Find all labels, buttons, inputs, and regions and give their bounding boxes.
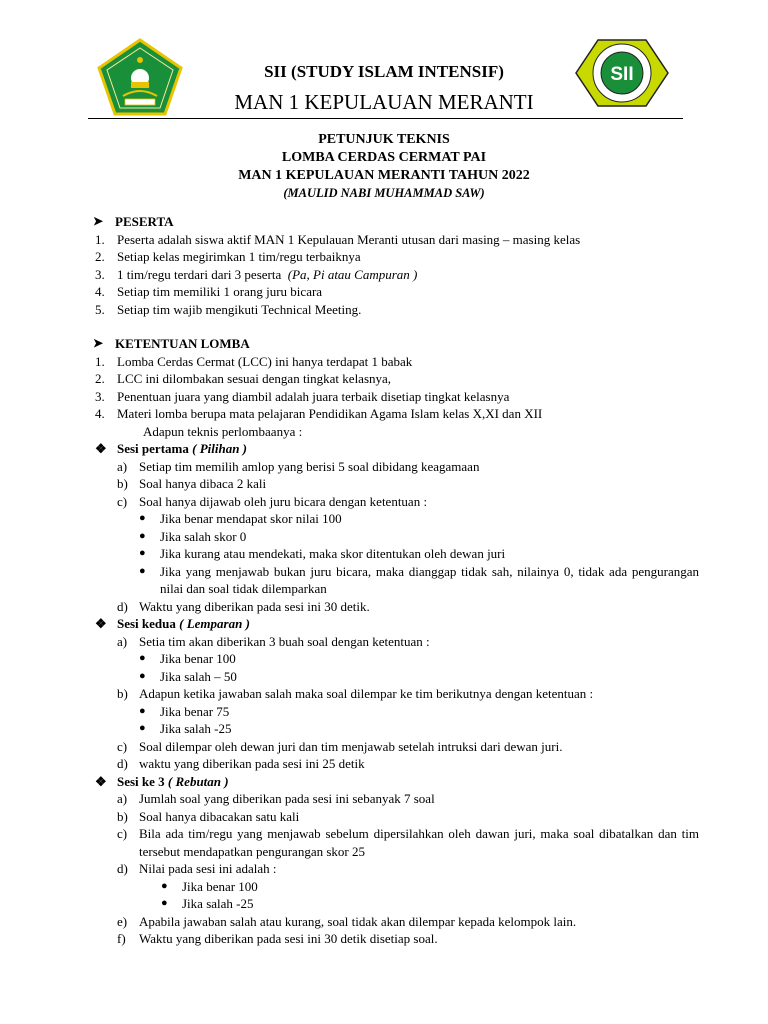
list-item: c) Bila ada tim/regu yang menjawab sebelum dipersilahkan oleh dawan juri, maka soal dibatalkan dan tim tersebut mendapatkan pengurangan skor 25 — [117, 826, 699, 859]
list-item: d) Waktu yang diberikan pada sesi ini 30 detik. — [117, 598, 370, 614]
bullet-item: ● Jika yang menjawab bukan juru bicara, maka dianggap tidak sah, nilainya 0, tidak ada pengurangan nilai dan soal tidak dilemparkan — [139, 563, 699, 596]
list-item: b) Soal hanya dibacakan satu kali — [117, 808, 300, 824]
title-line-3: MAN 1 KEPULAUAN MERANTI TAHUN 2022 — [238, 168, 530, 183]
diamond-bullet-icon: ❖ — [95, 616, 107, 631]
dot-bullet-icon: ● — [161, 879, 168, 892]
document-body — [95, 213, 699, 948]
list-item: a) Setiap tim memilih amlop yang berisi 5 soal dibidang keagamaan — [117, 458, 480, 474]
title-line-4: (MAULID NABI MUHAMMAD SAW) — [283, 186, 485, 200]
dot-bullet-icon: ● — [139, 669, 146, 682]
diamond-bullet-icon: ❖ — [95, 441, 107, 456]
list-item: a) Jumlah soal yang diberikan pada sesi ini sebanyak 7 soal — [117, 791, 435, 806]
list-item: a) Setia tim akan diberikan 3 buah soal dengan ketentuan : — [117, 633, 430, 649]
bullet-item: ● Jika benar 75 — [139, 703, 230, 719]
dot-bullet-icon: ● — [139, 652, 146, 664]
dot-bullet-icon: ● — [139, 547, 146, 559]
bullet-item: ● Jika salah skor 0 — [139, 528, 247, 544]
org-title: SII (STUDY ISLAM INTENSIF) — [264, 62, 504, 81]
list-item: 1. Peserta adalah siswa aktif MAN 1 Kepulauan Meranti utusan dari masing – masing kelas — [95, 231, 581, 247]
arrow-bullet-icon: ➤ — [93, 214, 104, 228]
header-divider — [88, 118, 683, 119]
arrow-bullet-icon: ➤ — [93, 336, 104, 350]
list-item: d) Nilai pada sesi ini adalah : — [117, 861, 277, 876]
title-line-2: LOMBA CERDAS CERMAT PAI — [281, 150, 487, 165]
sesi-2-heading: ❖ Sesi kedua ( Lemparan ) — [95, 616, 250, 631]
dot-bullet-icon: ● — [139, 529, 146, 542]
document-title-block — [0, 131, 768, 201]
title-line-1: PETUNJUK TEKNIS — [318, 132, 450, 147]
bullet-item: ● Jika benar mendapat skor nilai 100 — [139, 511, 342, 526]
school-title: MAN 1 KEPULAUAN MERANTI — [234, 90, 534, 114]
bullet-item: ● Jika salah -25 — [139, 721, 232, 736]
intro-text: Adapun teknis perlombaanya : — [143, 423, 303, 439]
list-item: f) Waktu yang diberikan pada sesi ini 30 detik disetiap soal. — [117, 931, 438, 946]
list-item: 3. Penentuan juara yang diambil adalah juara terbaik disetiap tingkat kelasnya — [95, 388, 510, 404]
sesi-3-heading: ❖ Sesi ke 3 ( Rebutan ) — [95, 773, 229, 789]
diamond-bullet-icon: ❖ — [95, 773, 107, 789]
bullet-item: ● Jika kurang atau mendekati, maka skor ditentukan oleh dewan juri — [139, 546, 506, 561]
list-item: b) Soal hanya dibaca 2 kali — [117, 476, 267, 491]
list-item: 1. Lomba Cerdas Cermat (LCC) ini hanya terdapat 1 babak — [95, 353, 413, 369]
bullet-item: ● Jika salah – 50 — [139, 668, 237, 684]
list-item: 5. Setiap tim wajib mengikuti Technical Meeting. — [95, 301, 362, 317]
bullet-item: ● Jika benar 100 — [139, 651, 236, 666]
list-item: 2. LCC ini dilombakan sesuai dengan tingkat kelasnya, — [95, 371, 392, 386]
list-item: 4. Setiap tim memiliki 1 orang juru bicara — [95, 284, 323, 299]
sesi-1-heading: ❖ Sesi pertama ( Pilihan ) — [95, 441, 248, 456]
list-item: 4. Materi lomba berupa mata pelajaran Pendidikan Agama Islam kelas X,XI dan XII — [95, 406, 543, 421]
sii-logo-icon — [574, 38, 670, 108]
dot-bullet-icon: ● — [139, 564, 146, 577]
bullet-item: ● Jika salah -25 — [161, 896, 254, 911]
bullet-item: ● Jika benar 100 — [161, 878, 258, 894]
list-item: d) waktu yang diberikan pada sesi ini 25 detik — [117, 756, 365, 771]
section-ketentuan-heading: ➤ KETENTUAN LOMBA — [93, 336, 250, 351]
document-header — [0, 0, 768, 130]
list-item: e) Apabila jawaban salah atau kurang, soal tidak akan dilempar kepada kelompok lain. — [117, 913, 577, 929]
list-item: b) Adapun ketika jawaban salah maka soal dilempar ke tim berikutnya dengan ketentuan : — [117, 686, 594, 701]
list-item: 3. 1 tim/regu terdari dari 3 peserta (Pa, Pi atau Campuran ) — [95, 266, 418, 282]
dot-bullet-icon: ● — [139, 704, 146, 717]
list-item: c) Soal hanya dijawab oleh juru bicara dengan ketentuan : — [117, 493, 428, 509]
list-item: 2. Setiap kelas megirimkan 1 tim/regu terbaiknya — [95, 249, 361, 264]
section-peserta-heading: ➤ PESERTA — [93, 214, 174, 229]
list-item: c) Soal dilempar oleh dewan juri dan tim menjawab setelah intruksi dari dewan juri. — [117, 738, 563, 754]
dot-bullet-icon: ● — [139, 722, 146, 734]
svg-text:SII: SII — [610, 64, 634, 85]
dot-bullet-icon: ● — [161, 897, 168, 909]
dot-bullet-icon: ● — [139, 512, 146, 524]
